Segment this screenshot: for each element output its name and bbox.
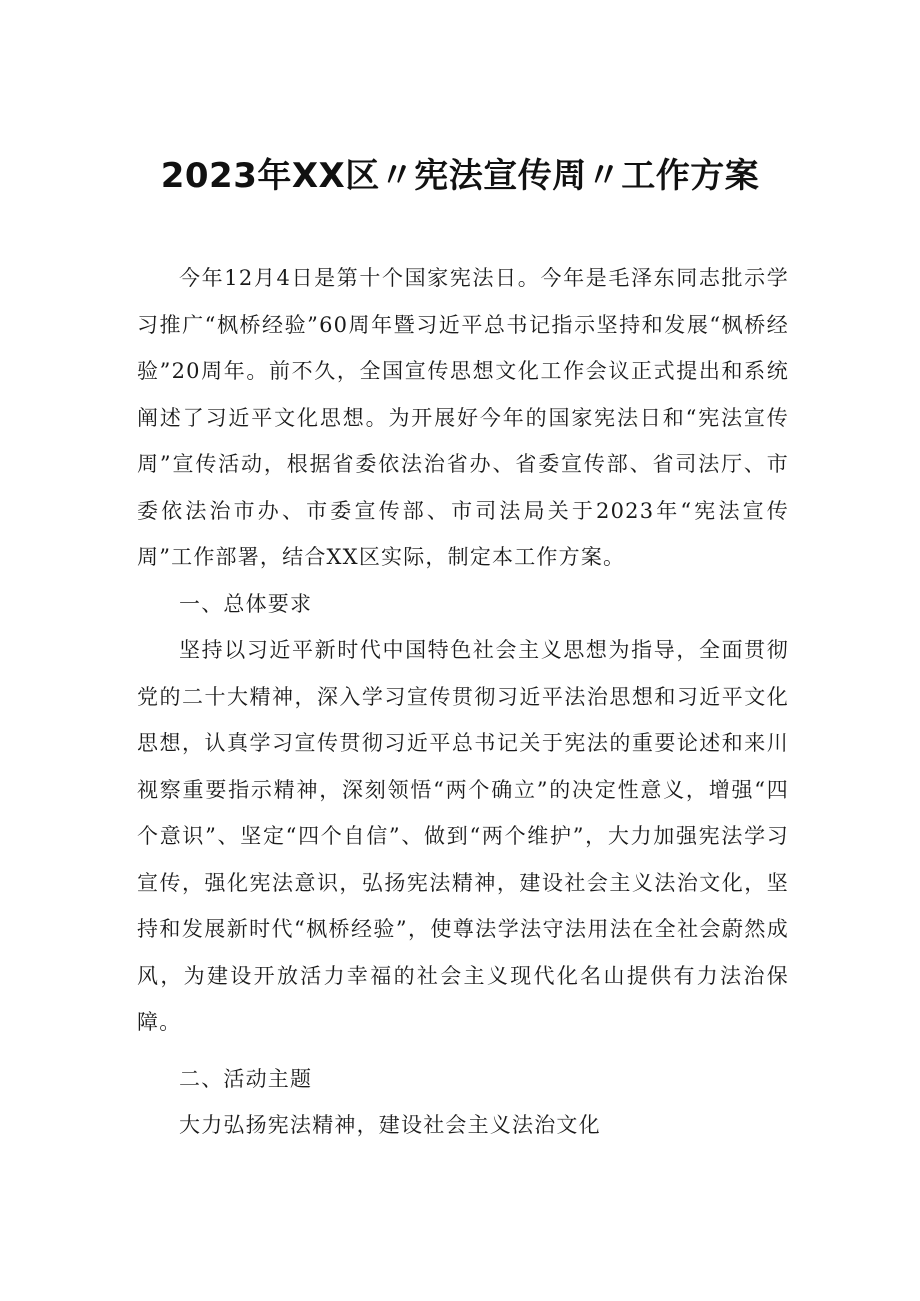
document-title: 2023年XX区〃宪法宣传周〃工作方案 [160, 156, 760, 196]
section-heading-general-requirements: 一、总体要求 [179, 591, 313, 616]
document-body [137, 255, 789, 1149]
section-body-activity-theme: 大力弘扬宪法精神，建设社会主义法治文化 [179, 1113, 601, 1137]
section-body-general-requirements: 坚持以习近平新时代中国特色社会主义思想为指导，全面贯彻党的二十大精神，深入学习宣传贯彻习近平法治思想和习近平文化思想，认真学习宣传贯彻习近平总书记关于宪法的重要论述和来川视察重要指示精神，深刻领悟“两个确立”的决定性意义，增强“四个意识”、坚定“四个自信”、做到“两个维护”，大力加强宪法学习宣传，强化宪法意识，弘扬宪法精神，建设社会主义法治文化，坚持和发展新时代“枫桥经验”，使尊法学法守法用法在全社会蔚然成风，为建设开放活力幸福的社会主义现代化名山提供有力法治保障。 [137, 638, 789, 1034]
section-heading-activity-theme: 二、活动主题 [179, 1066, 313, 1091]
intro-paragraph: 今年12月4日是第十个国家宪法日。今年是毛泽东同志批示学习推广“枫桥经验”60周年暨习近平总书记指示坚持和发展“枫桥经验”20周年。前不久，全国宣传思想文化工作会议正式提出和系统阐述了习近平文化思想。为开展好今年的国家宪法日和“宪法宣传周”宣传活动，根据省委依法治省办、省委宣传部、省司法厅、市委依法治市办、市委宣传部、市司法局关于2023年“宪法宣传周”工作部署，结合XX区实际，制定本工作方案。 [137, 266, 789, 569]
